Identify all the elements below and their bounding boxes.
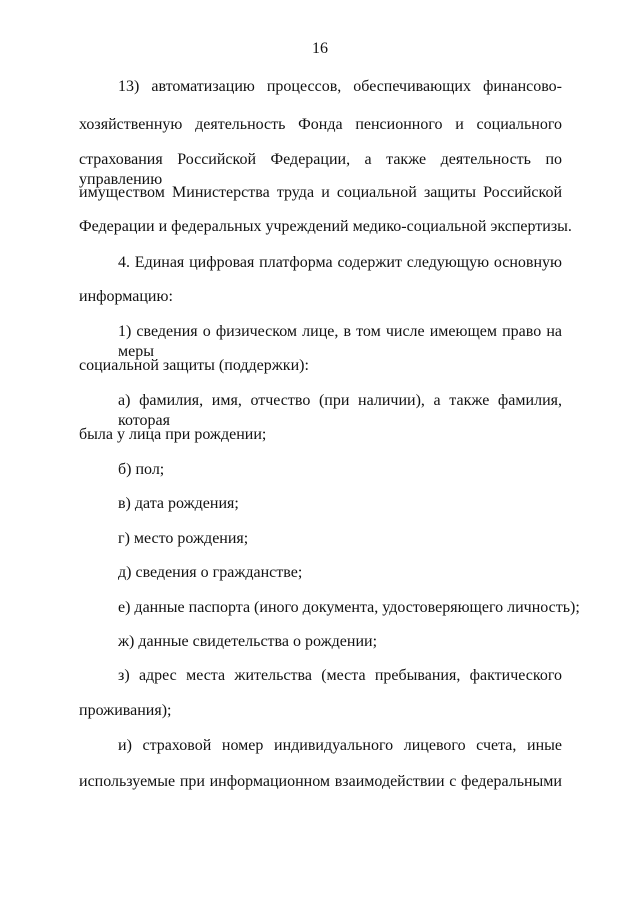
text-line: была у лица при рождении; (79, 426, 267, 443)
text-line: 1) сведения о физическом лице, в том числе имеющем право на меры (118, 323, 562, 360)
text-line: е) данные паспорта (иного документа, удостоверяющего личность); (118, 599, 580, 616)
text-line: ж) данные свидетельства о рождении; (118, 633, 378, 650)
text-line: используемые при информационном взаимодействии с федеральными (79, 773, 562, 790)
text-line: проживания); (79, 702, 172, 719)
text-line: з) адрес места жительства (места пребывания, фактического (118, 667, 562, 684)
text-line: д) сведения о гражданстве; (118, 564, 303, 581)
text-line: 13) автоматизацию процессов, обеспечивающих финансово- (118, 78, 562, 95)
text-line: страхования Российской Федерации, а также деятельность по управлению (79, 151, 562, 188)
text-line: и) страховой номер индивидуального лицевого счета, иные (118, 737, 562, 754)
text-line: в) дата рождения; (118, 495, 239, 512)
text-line: информацию: (79, 288, 173, 305)
text-line: б) пол; (118, 461, 165, 478)
text-line: г) место рождения; (118, 530, 249, 547)
text-line: Федерации и федеральных учреждений медико-социальной экспертизы. (79, 218, 572, 235)
text-line: 4. Единая цифровая платформа содержит следующую основную (118, 254, 562, 271)
text-line: социальной защиты (поддержки): (79, 357, 309, 374)
text-line: хозяйственную деятельность Фонда пенсионного и социального (79, 116, 562, 133)
text-line: имуществом Министерства труда и социальной защиты Российской (79, 184, 562, 201)
page-number: 16 (312, 40, 328, 57)
text-line: а) фамилия, имя, отчество (при наличии), а также фамилия, которая (118, 392, 562, 429)
